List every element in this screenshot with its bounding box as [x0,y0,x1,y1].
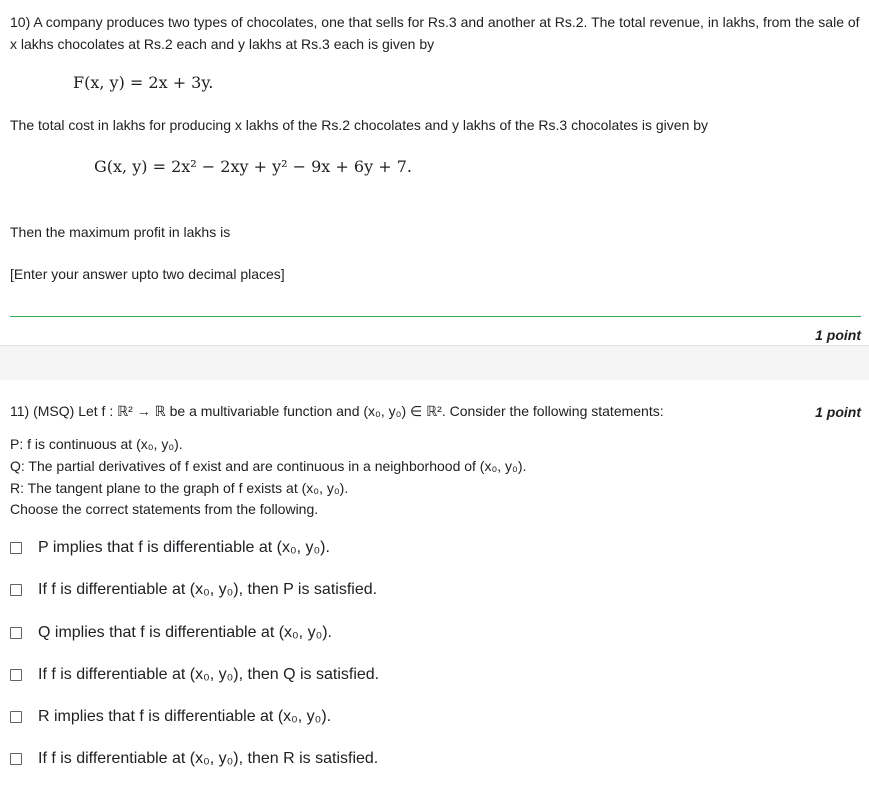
option-6[interactable] [10,748,378,770]
checkbox[interactable] [10,584,22,596]
option-4[interactable] [10,664,379,686]
option-2-label: If f is differentiable at (x₀, y₀), then P is satisfied. [38,581,378,598]
choose-instruction: Choose the correct statements from the following. [10,501,319,517]
answer-input[interactable] [10,316,861,317]
cost-description: The total cost in lakhs for producing x lakhs of the Rs.2 chocolates and y lakhs of the Rs.3 chocolates is given by [10,117,709,133]
checkbox[interactable] [10,542,22,554]
checkbox[interactable] [10,627,22,639]
checkbox[interactable] [10,711,22,723]
question-10-line-2: x lakhs chocolates at Rs.2 each and y lakhs at Rs.3 each is given by [10,36,435,52]
question-10-points: 1 point [815,327,861,343]
option-1-label: P implies that f is differentiable at (x₀, y₀). [38,539,330,556]
statement-q: Q: The partial derivatives of f exist and are continuous in a neighborhood of (x₀, y₀). [10,458,527,474]
question-11-title: 11) (MSQ) Let f : ℝ² → ℝ be a multivariable function and (x₀, y₀) ∈ ℝ². Consider the following statements: [10,403,664,419]
question-10 [0,0,869,346]
option-2[interactable] [10,579,377,601]
statement-r: R: The tangent plane to the graph of f exists at (x₀, y₀). [10,480,349,496]
revenue-equation: F(x, y) = 2x + 3y. [73,73,214,92]
answer-instruction: [Enter your answer upto two decimal places] [10,266,285,282]
option-3[interactable] [10,622,332,644]
checkbox[interactable] [10,753,22,765]
question-11-points: 1 point [815,404,861,420]
cost-equation: G(x, y) = 2x² − 2xy + y² − 9x + 6y + 7. [94,157,412,176]
option-3-label: Q implies that f is differentiable at (x₀, y₀). [38,624,332,641]
option-5[interactable] [10,706,331,728]
option-6-label: If f is differentiable at (x₀, y₀), then R is satisfied. [38,750,379,767]
option-5-label: R implies that f is differentiable at (x₀, y₀). [38,708,332,725]
checkbox[interactable] [10,669,22,681]
profit-prompt: Then the maximum profit in lakhs is [10,224,231,240]
question-10-line-1: 10) A company produces two types of chocolates, one that sells for Rs.3 and another at Rs.2. The total revenue, in lakhs, from the sale of [10,14,860,30]
statement-p: P: f is continuous at (x₀, y₀). [10,436,183,452]
question-10-text [10,11,862,55]
option-1[interactable] [10,537,330,559]
option-4-label: If f is differentiable at (x₀, y₀), then Q is satisfied. [38,666,380,683]
question-separator [0,346,869,380]
